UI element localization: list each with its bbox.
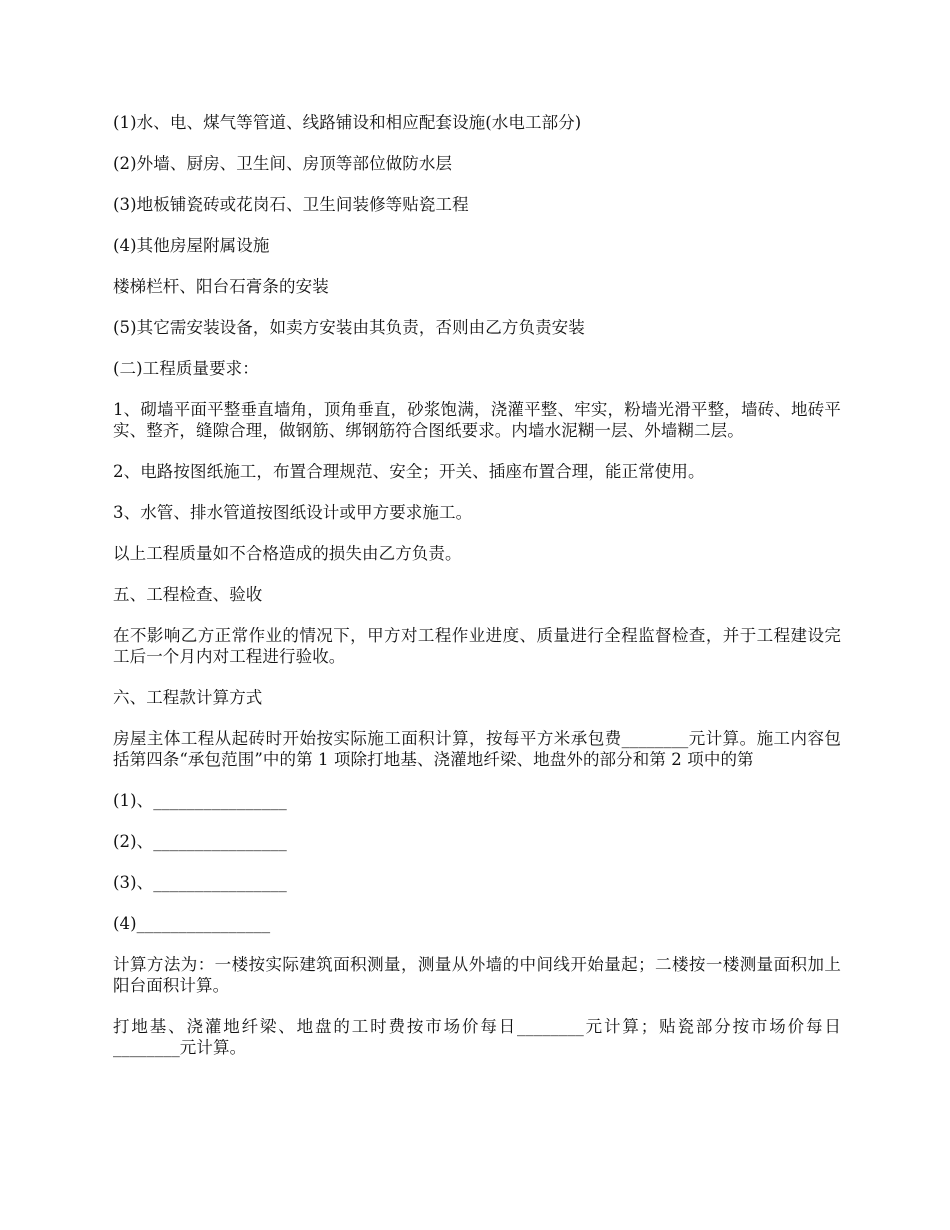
inspection-paragraph: 在不影响乙方正常作业的情况下，甲方对工程作业进度、质量进行全程监督检查，并于工程建设完工后一个月内对工程进行验收。 — [113, 626, 841, 666]
labor-fee-paragraph: 打地基、浇灌地纤梁、地盘的工时费按市场价每日________元计算；贴瓷部分按市场价每日________元计算。 — [113, 1017, 841, 1057]
document-body — [113, 112, 841, 1078]
paragraph-item-3: (3)地板铺瓷砖或花岗石、卫生间装修等贴瓷工程 — [113, 195, 469, 214]
paragraph-railing: 楼梯栏杆、阳台石膏条的安装 — [113, 277, 329, 296]
paragraph-item-4: (4)其他房屋附属设施 — [113, 236, 270, 255]
paragraph-item-5: (5)其它需安装设备，如卖方安装由其负责，否则由乙方负责安装 — [113, 318, 585, 337]
blank-item-2: (2)、________________ — [113, 832, 287, 851]
blank-item-3: (3)、________________ — [113, 873, 287, 892]
quality-requirement-1: 1、砌墙平面平整垂直墙角，顶角垂直，砂浆饱满，浇灌平整、牢实，粉墙光滑平整，墙砖、地砖平实、整齐，缝隙合理，做钢筋、绑钢筋符合图纸要求。内墙水泥糊一层、外墙糊二层。 — [113, 400, 841, 440]
blank-item-1: (1)、________________ — [113, 791, 287, 810]
section-heading-payment: 六、工程款计算方式 — [113, 688, 263, 707]
paragraph-item-1: (1)水、电、煤气等管道、线路铺设和相应配套设施(水电工部分) — [113, 113, 582, 132]
paragraph-item-2: (2)外墙、厨房、卫生间、房顶等部位做防水层 — [113, 154, 453, 173]
quality-liability: 以上工程质量如不合格造成的损失由乙方负责。 — [113, 544, 462, 563]
section-heading-quality: (二)工程质量要求： — [113, 359, 259, 378]
payment-paragraph: 房屋主体工程从起砖时开始按实际施工面积计算，按每平方米承包费________元计算。施工内容包括第四条“承包范围”中的第 1 项除打地基、浇灌地纤梁、地盘外的部分和第 2 项中的第 — [113, 729, 841, 769]
section-heading-inspection: 五、工程检查、验收 — [113, 585, 263, 604]
calculation-method-paragraph: 计算方法为：一楼按实际建筑面积测量，测量从外墙的中间线开始量起；二楼按一楼测量面积加上阳台面积计算。 — [113, 955, 841, 995]
blank-item-4: (4)________________ — [113, 914, 271, 933]
quality-requirement-2: 2、电路按图纸施工，布置合理规范、安全；开关、插座布置合理，能正常使用。 — [113, 462, 705, 481]
quality-requirement-3: 3、水管、排水管道按图纸设计或甲方要求施工。 — [113, 503, 473, 522]
